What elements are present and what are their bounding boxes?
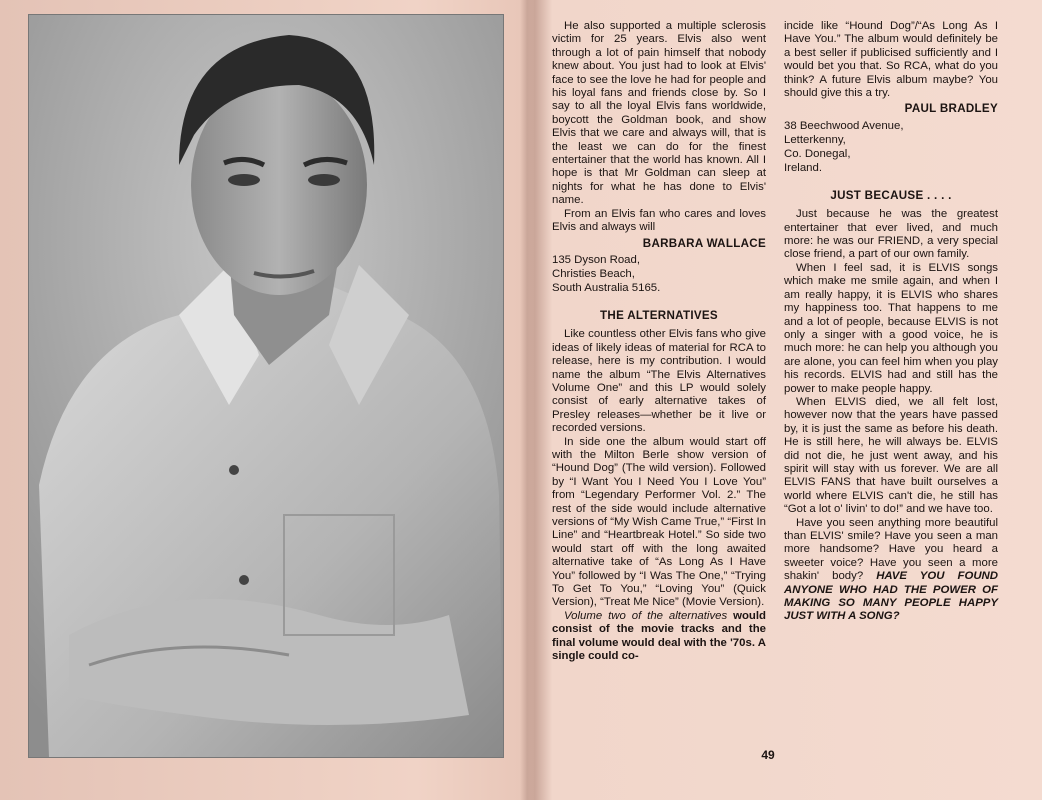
letter2-address — [784, 119, 998, 175]
address-line: Co. Donegal, — [784, 147, 851, 160]
portrait-photo — [28, 14, 504, 758]
text-column-right — [784, 20, 998, 624]
address-line: Christies Beach, — [552, 267, 635, 280]
letter3-final-paragraph — [784, 517, 998, 624]
letter1-paragraph: He also supported a multiple sclerosis victim for 25 years. Elvis also went through a lot of pain himself that nobody knew about. You just had to look at Elvis' face to see the love he had for people and his loyal fans and friends close by. So I say to all the loyal Elvis fans worldwide, boycott the Goldman book, and show Elvis that we care and always will, that is the least we can do for the finest entertainer that the world has known. All I hope is that Mr Goldman can sleep at nights for what he has done to Elvis' name. — [552, 20, 766, 207]
letter2-paragraph: In side one the album would start off with the Milton Berle show version of “Hound Dog” (The wild version). Followed by “I Want You I Need You I Love You” from “Legendary Performer Vol. 2.” The rest of the side would include alternative versions of “My Wish Came True,” “First In Line” and “Heartbreak Hotel.” So side two would start off with the long awaited alternative take of “As Long As I Have You” followed by “I Was The One,” “Trying To Get To You,” “Loving You” (Quick Version), “Treat Me Nice” (Movie Version). — [552, 435, 766, 609]
address-line: 38 Beechwood Avenue, — [784, 119, 904, 132]
portrait-illustration — [29, 15, 503, 757]
letter1-signature: BARBARA WALLACE — [642, 236, 766, 250]
letter3-heading: JUST BECAUSE . . . . — [830, 188, 952, 202]
letter2-heading: THE ALTERNATIVES — [600, 308, 718, 322]
letter2-paragraph: Like countless other Elvis fans who give ideas of likely ideas of material for RCA to release, here is my contribution. I would name the album “The Elvis Alternatives Volume One” and this LP would solely consist of early alternative takes of Presley releases—whether be it live or recorded versions. — [552, 328, 766, 435]
address-line: 135 Dyson Road, — [552, 253, 641, 266]
letter3-paragraph: When ELVIS died, we all felt lost, however now that the years have passed by, it is just the same as before his death. He is still here, he will always be. ELVIS did not die, he just went away, and his spirit will stay with us forever. We are all ELVIS FANS that have built ourselves a world where ELVIS can't die, he still has “Got a lot o' livin' to do!” and we have too. — [784, 395, 998, 516]
letter3-paragraph: When I feel sad, it is ELVIS songs which make me smile again, and when I am really happy, it is ELVIS who shares my happiness too. That happens to me and a lot of people, because ELVIS is not only a singer with a good voice, he is much more: he can help you although you are alone, you can feel him when you play his records. ELVIS had and still has the power to make people happy. — [784, 261, 998, 395]
text-column-left — [552, 20, 766, 663]
letter2-continued: incide like “Hound Dog”/“As Long As I Have You.” The album would definitely be a best seller if publicised sufficiently and I would bet you that. So RCA, what do you think? A future Elvis album maybe? You should give this a try. — [784, 20, 998, 100]
letter1-address — [552, 253, 766, 295]
letter3-final-plain: Have you seen anything more beautiful than ELVIS' smile? Have you seen a man more handsome? Have you heard a sweeter voice? Have you seen a more shakin' body? — [784, 516, 998, 583]
letter2-final-paragraph — [552, 610, 766, 664]
address-line: Letterkenny, — [784, 133, 846, 146]
letter1-paragraph: From an Elvis fan who cares and loves Elvis and always will — [552, 207, 766, 234]
address-line: Ireland. — [784, 161, 822, 174]
page-gutter — [520, 0, 534, 800]
letter2-final-bold: would consist of the movie tracks and the final volume would deal with the '70s. A single could co- — [552, 609, 766, 663]
letter3-final-italic: HAVE YOU FOUND ANYONE WHO HAD THE POWER OF MAKING SO MANY PEOPLE HAPPY JUST WITH A SONG? — [784, 570, 998, 623]
letter2-signature: PAUL BRADLEY — [904, 102, 998, 116]
address-line: South Australia 5165. — [552, 281, 661, 294]
letter3-paragraph: Just because he was the greatest entertainer that ever lived, and much more: he was our FRIEND, a very special close friend, a part of our own family. — [784, 208, 998, 261]
page-number: 49 — [761, 748, 775, 762]
letter2-final-italic: Volume two of the alternatives — [564, 609, 728, 622]
